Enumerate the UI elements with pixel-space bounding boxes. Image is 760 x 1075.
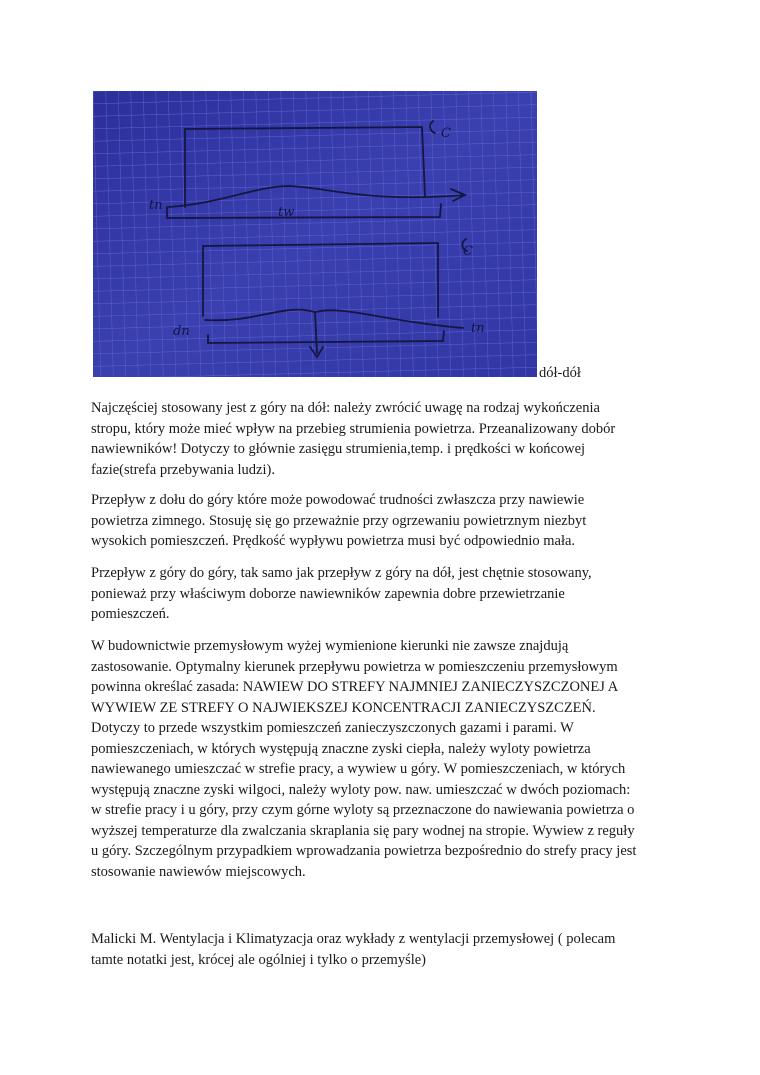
text-line: powietrza zimnego. Stosuję się go przeważnie przy ogrzewaniu powietrznym niezbyt bbox=[91, 512, 587, 529]
text-line: nawiewanego umieszczać w strefie pracy, a wywiew u góry. W pomieszczeniach, w których bbox=[91, 761, 626, 777]
text-line: fazie(strefa przebywania ludzi). bbox=[91, 461, 275, 478]
text-line: powinna określać zasada: NAWIEW DO STREFY NAJMNIEJ ZANIECZYSZCZONEJ A bbox=[91, 679, 619, 695]
text-line: występują znaczne zyski wilgoci, należy wyloty pow. naw. umieszczać w dwóch poziomach: bbox=[91, 781, 631, 798]
text-line: Przepływ z dołu do góry które może powodować trudności zwłaszcza przy nawiewie bbox=[91, 492, 585, 508]
label-bottom-left: dn bbox=[173, 324, 190, 339]
paragraph-top-top bbox=[91, 563, 691, 625]
text-line: pomieszczeń. bbox=[91, 606, 170, 622]
label-top-center: tw bbox=[278, 205, 295, 220]
paragraph-industrial bbox=[91, 636, 691, 882]
paragraph-bottom-up bbox=[91, 490, 691, 552]
label-bottom-right: tn bbox=[471, 321, 485, 336]
airflow-sketch-svg bbox=[93, 91, 537, 377]
text-line: pomieszczeniach, w których występują znaczne zyski ciepła, należy wyloty powietrza bbox=[91, 740, 591, 757]
text-line: Dotyczy to przede wszystkim pomieszczeń zanieczyszczonych gazami i parami. W bbox=[91, 720, 574, 736]
reference-note bbox=[91, 929, 691, 970]
text-line: stropu, który może mieć wpływ na przebieg strumienia powietrza. Przeanalizowany dobór bbox=[91, 420, 616, 437]
label-top-right: C bbox=[441, 126, 451, 141]
text-line: tamte notatki jest, krócej ale ogólniej i tylko o przemyśle) bbox=[91, 951, 427, 968]
text-line: ponieważ przy właściwym doborze nawiewników zapewnia dobre przewietrzanie bbox=[91, 585, 565, 602]
label-top-left: tn bbox=[149, 198, 163, 213]
figure-caption: dół-dół bbox=[539, 365, 581, 381]
text-line: W budownictwie przemysłowym wyżej wymienione kierunki nie zawsze znajdują bbox=[91, 638, 569, 654]
text-line: WYWIEW ZE STREFY O NAJWIEKSZEJ KONCENTRACJI ZANIECZYSZCZEŃ. bbox=[91, 699, 596, 716]
airflow-sketch-photo bbox=[93, 91, 537, 377]
text-line: wyższej temperaturze dla zwalczania skraplania się pary wodnej na stropie. Wywiew z reguły bbox=[91, 822, 635, 839]
paragraph-top-down bbox=[91, 398, 691, 480]
text-line: nawiewników! Dotyczy to głównie zasięgu strumienia,temp. i prędkości w końcowej bbox=[91, 441, 586, 457]
text-line: Przepływ z góry do góry, tak samo jak przepływ z góry na dół, jest chętnie stosowany, bbox=[91, 565, 592, 581]
text-line: Najczęściej stosowany jest z góry na dół: należy zwrócić uwagę na rodzaj wykończenia bbox=[91, 400, 600, 416]
text-line: u góry. Szczególnym przypadkiem wprowadzania powietrza bezpośrednio do strefy pracy jest bbox=[91, 843, 637, 859]
text-line: stosowanie nawiewów miejscowych. bbox=[91, 863, 306, 880]
text-line: zastosowanie. Optymalny kierunek przepływu powietrza w pomieszczeniu przemysłowym bbox=[91, 658, 618, 675]
text-line: Malicki M. Wentylacja i Klimatyzacja oraz wykłady z wentylacji przemysłowej ( polecam bbox=[91, 931, 616, 947]
label-bottom-right-letter: C bbox=[463, 244, 473, 259]
text-line: w strefie pracy i u góry, przy czym górne wyloty są przeznaczone do nawiewania powietrza o bbox=[91, 802, 635, 818]
text-line: wysokich pomieszczeń. Prędkość wypływu powietrza musi być odpowiednio mała. bbox=[91, 533, 576, 549]
